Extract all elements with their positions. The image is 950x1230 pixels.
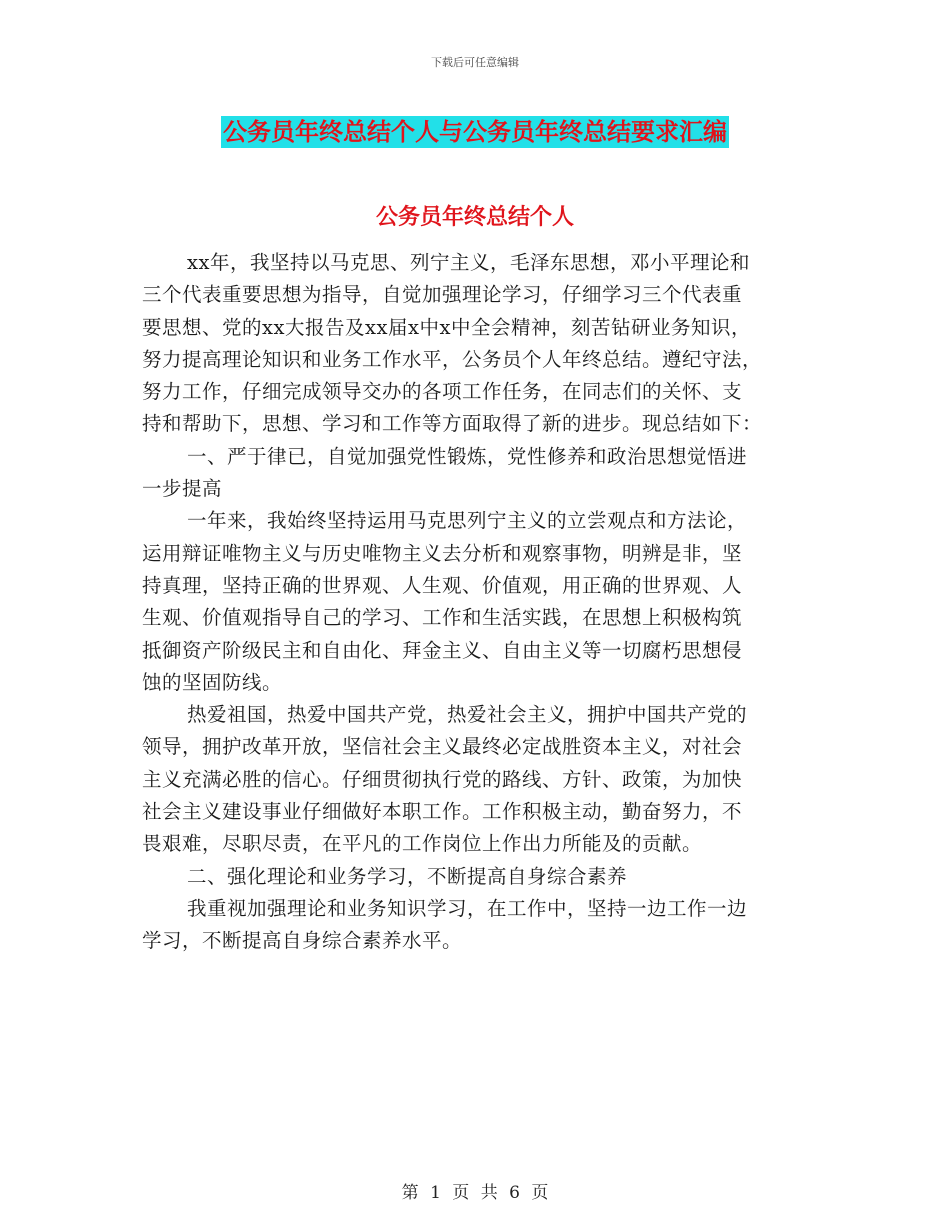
- main-title-text: 公务员年终总结个人与公务员年终总结要求汇编: [223, 118, 727, 146]
- body-text-line: 努力提高理论知识和业务工作水平，公务员个人年终总结。遵纪守法，: [142, 347, 763, 371]
- body-text-line: 运用辩证唯物主义与历史唯物主义去分析和观察事物，明辨是非，坚: [142, 541, 743, 565]
- body-text-line: 畏艰难，尽职尽责，在平凡的工作岗位上作出力所能及的贡献。: [142, 832, 703, 856]
- body-text-line: 持真理，坚持正确的世界观、人生观、价值观，用正确的世界观、人: [142, 573, 743, 597]
- body-text-line: xx年，我坚持以马克思、列宁主义，毛泽东思想，邓小平理论和: [187, 251, 750, 274]
- header-note: 下载后可任意编辑: [431, 56, 519, 69]
- body-text-line: 热爱祖国，热爱中国共产党，热爱社会主义，拥护中国共产党的: [187, 703, 748, 727]
- body-text-line: 生观、价值观指导自己的学习、工作和生活实践，在思想上积极构筑: [142, 606, 743, 630]
- body-text-line: 努力工作，仔细完成领导交办的各项工作任务，在同志们的关怀、支: [142, 380, 743, 404]
- body-text-line: 蚀的坚固防线。: [142, 670, 283, 694]
- body-text-line: 二、强化理论和业务学习，不断提高自身综合素养: [187, 864, 628, 888]
- body-text-line: 一步提高: [142, 477, 223, 501]
- body-text-line: 学习，不断提高自身综合素养水平。: [142, 929, 463, 953]
- body-text-line: 持和帮助下，思想、学习和工作等方面取得了新的进步。现总结如下：: [142, 412, 763, 436]
- body-text-line: 社会主义建设事业仔细做好本职工作。工作积极主动，勤奋努力，不: [142, 800, 743, 824]
- body-text-line: 领导，拥护改革开放，坚信社会主义最终必定战胜资本主义，对社会: [142, 735, 743, 759]
- body-text-line: 三个代表重要思想为指导，自觉加强理论学习，仔细学习三个代表重: [142, 283, 743, 307]
- page-footer: 第 1 页 共 6 页: [401, 1183, 549, 1203]
- body-text-line: 主义充满必胜的信心。仔细贯彻执行党的路线、方针、政策，为加快: [142, 767, 743, 791]
- body-text-line: 一年来，我始终坚持运用马克思列宁主义的立尝观点和方法论，: [187, 509, 748, 533]
- body-text-line: 一、严于律已，自觉加强党性锻炼，党性修养和政治思想觉悟进: [187, 444, 748, 468]
- body-text-line: 要思想、党的xx大报告及xx届x中x中全会精神，刻苦钻研业务知识，: [142, 315, 751, 339]
- body-text-line: 我重视加强理论和业务知识学习，在工作中，坚持一边工作一边: [187, 896, 748, 920]
- document-body: [142, 247, 818, 958]
- document-main-title: [0, 112, 950, 147]
- section-title: 公务员年终总结个人: [375, 205, 574, 230]
- body-text-line: 抵御资产阶级民主和自由化、拜金主义、自由主义等一切腐朽思想侵: [142, 638, 743, 662]
